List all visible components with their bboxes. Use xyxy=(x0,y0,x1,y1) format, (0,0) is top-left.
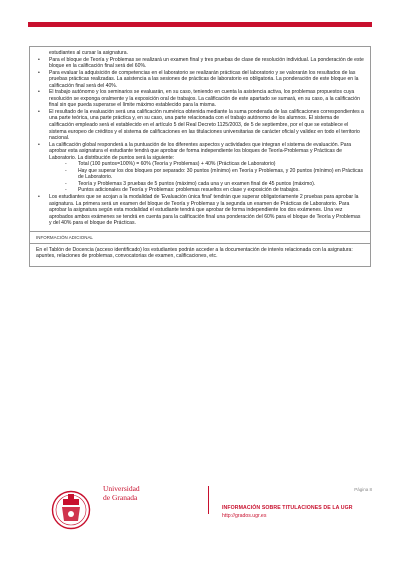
footer-divider xyxy=(208,486,209,514)
lead-line: estudiantes al cursar la asignatura. xyxy=(49,50,128,56)
evaluation-box xyxy=(29,46,371,267)
university-seal-icon xyxy=(51,485,91,535)
list-item: • El resultado de la evaluación será una calificación numérica obtenida mediante la suma ponderada de las calificaciones correspondientes a una parte teórica, una parte práctica y, en su caso, una parte relacionada con el trabajo autónomo de los alumnos. El sistema de calificación empleado será el establecido en el artículo 5 del Real Decreto 1125/2003, de 5 de septiembre, por el que se establece el sistema europeo de créditos y el sistema de calificaciones en las titulaciones universitarias de carácter oficial y validez en todo el territorio nacional. xyxy=(36,109,364,142)
titulaciones-title: INFORMACIÓN SOBRE TITULACIONES DE LA UGR xyxy=(222,505,353,511)
dash-item: - Teoría y Problemas 3 pruebas de 5 puntos (máximo) cada una y un examen final de 45 puntos (máximo). xyxy=(63,181,364,188)
university-name xyxy=(103,485,140,502)
titulaciones-url[interactable]: http://grados.ugr.es xyxy=(222,513,267,519)
section-heading: INFORMACIÓN ADICIONAL xyxy=(30,231,370,244)
university-name-line1: Universidad xyxy=(103,484,140,493)
evaluation-section xyxy=(30,47,370,231)
list-item: • Para evaluar la adquisición de competencias en el laboratorio se realizarán prácticas del laboratorio y se valorarán los resultados de las pruebas prácticas realizadas. La asistencia a las sesiones de prácticas de laboratorio es obligatoria. La ponderación de este bloque en la calificación final será del 40%. xyxy=(36,70,364,90)
list-item: • Los estudiantes que se acojan a la modalidad de 'Evaluación única final' tendrán que superar obligatoriamente 2 pruebas para aprobar la asignatura. La primera será un examen del bloque de Teoría y Problemas y la segunda un examen de Prácticas de Laboratorio. Para aprobar la asignatura según esta modalidad el estudiante tendrá que aprobar de forma independiente los dos exámenes. Una vez aprobados ambos exámenes se tendrá en cuenta para la calificación final una ponderación del 60% para el bloque de Teoría y Problemas y del 40% para el bloque de Prácticas. xyxy=(36,194,364,227)
dash-list xyxy=(49,161,364,194)
additional-info-text: En el Tablón de Docencia (acceso identificado) los estudiantes podrán acceder a la documentación de interés relacionada con la asignatura: apuntes, relaciones de problemas, convocatorias de examen, calificaciones, etc. xyxy=(36,246,353,260)
list-item-text: La calificación global responderá a la puntuación de los diferentes aspectos y actividades que integran el sistema de evaluación. Para aprobar esta asignatura el estudiante tendrá que aprobar de forma independiente los bloques de Teoría-Problemas y Prácticas de Laboratorio. La distribución de puntos será la siguiente: xyxy=(49,141,352,161)
list-item xyxy=(36,142,364,194)
bullet-list xyxy=(36,57,364,227)
list-item: • Para el bloque de Teoría y Problemas se realizará un examen final y tres pruebas de clase de resolución individual. La ponderación de este bloque en la calificación final será del 60%. xyxy=(36,57,364,70)
dash-item: - Hay que superar los dos bloques por separado: 30 puntos (mínimo) en Teoría y Problemas, y 20 puntos (mínimo) en Prácticas de Laboratorio. xyxy=(63,168,364,181)
university-name-line2: de Granada xyxy=(103,492,138,502)
list-item: • El trabajo autónomo y los seminarios se evaluarán, en su caso, teniendo en cuenta la asistencia activa, los problemas propuestos cuya resolución se exponga oralmente y la exposición oral de trabajos. La calificación de este apartado se sumará, en su caso, a la calificación final sin que pueda superarse el límite máximo establecido para la misma. xyxy=(36,89,364,109)
page-number: Página 8 xyxy=(354,487,372,492)
dash-item: - Puntos adicionales de Teoría y Problemas: problemas resueltos en clase y exposición de trabajos. xyxy=(63,187,364,194)
header-rule xyxy=(28,22,372,27)
dash-item: - Total (100 puntos=100%) = 60% (Teoría y Problemas) + 40% (Prácticas de Laboratorio) xyxy=(63,161,364,168)
